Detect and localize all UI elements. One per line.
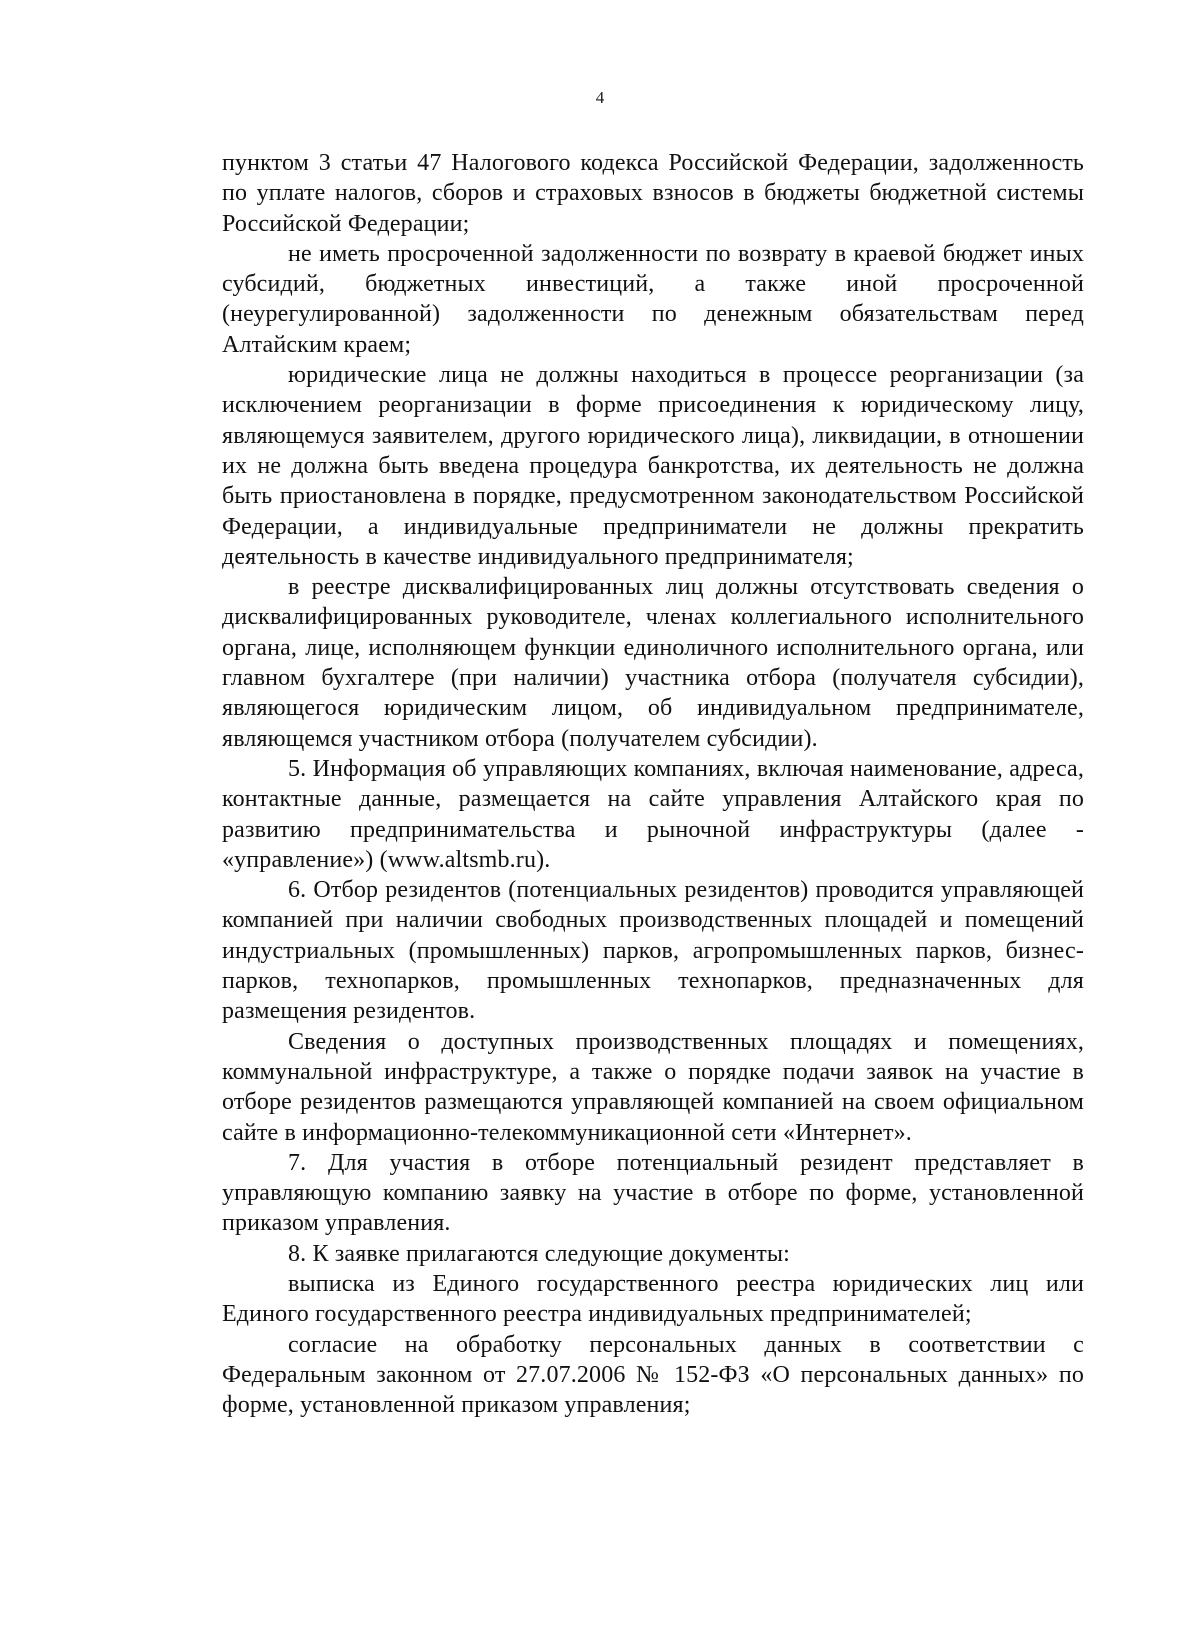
paragraph-registry-extract: выписка из Единого государственного реестра юридических лиц или Единого государственного реестра индивидуальных предпринимателей; [222, 1270, 1084, 1328]
paragraph-requirement-disqualified-registry: в реестре дисквалифицированных лиц должны отсутствовать сведения о дисквалифицированных руководителе, членах коллегиального исполнительного органа, лице, исполняющем функции единоличного исполнительного органа, или главном бухгалтере (при наличии) участника отбора (получателя субсидии), являющегося юридическим лицом, об индивидуальном предпринимателе, являющемся участником отбора (получателем субсидии). [222, 574, 1084, 752]
paragraph-item-7: 7. Для участия в отборе потенциальный резидент представляет в управляющую компанию заявку на участие в отборе по форме, установленной приказом управления. [222, 1149, 1084, 1237]
paragraph-requirement-no-debt: не иметь просроченной задолженности по возврату в краевой бюджет иных субсидий, бюджетных инвестиций, а также иной просроченной (неурегулированной) задолженности по денежным обязательствам перед Алтайским краем; [222, 240, 1084, 358]
paragraph-item-5: 5. Информация об управляющих компаниях, включая наименование, адреса, контактные данные, размещается на сайте управления Алтайского края по развитию предпринимательства и рыночной инфраструктуры (далее - «управление») (www.altsmb.ru). [222, 755, 1084, 873]
paragraph-continuation: пунктом 3 статьи 47 Налогового кодекса Российской Федерации, задолженность по уплате налогов, сборов и страховых взносов в бюджеты бюджетной системы Российской Федерации; [222, 150, 1084, 237]
paragraph-item-8: 8. К заявке прилагаются следующие документы: [288, 1240, 790, 1267]
page-number: 4 [595, 88, 605, 107]
paragraph-available-premises-info: Сведения о доступных производственных площадях и помещениях, коммунальной инфраструктуре, а также о порядке подачи заявок на участие в отборе резидентов размещаются управляющей компанией на своем официальном сайте в информационно-телекоммуникационной сети «Интернет». [222, 1028, 1084, 1146]
paragraph-requirement-no-reorganization: юридические лица не должны находиться в процессе реорганизации (за исключением реорганизации в форме присоединения к юридическому лицу, являющемуся заявителем, другого юридического лица), ликвидации, в отношении их не должна быть введена процедура банкротства, их деятельность не должна быть приостановлена в порядке, предусмотренном законодательством Российской Федерации, а индивидуальные предприниматели не должны прекратить деятельность в качестве индивидуального предпринимателя; [222, 362, 1084, 570]
paragraph-personal-data-consent: согласие на обработку персональных данных в соответствии с Федеральным законном от 27.07.2006 № 152-ФЗ «О персональных данных» по форме, установленной приказом управления; [222, 1331, 1084, 1419]
paragraph-item-6: 6. Отбор резидентов (потенциальных резидентов) проводится управляющей компанией при наличии свободных производственных площадей и помещений индустриальных (промышленных) парков, агропромышленных парков, бизнес-парков, технопарков, промышленных технопарков, предназначенных для размещения резидентов. [222, 877, 1084, 1025]
document-body [222, 148, 1084, 1420]
